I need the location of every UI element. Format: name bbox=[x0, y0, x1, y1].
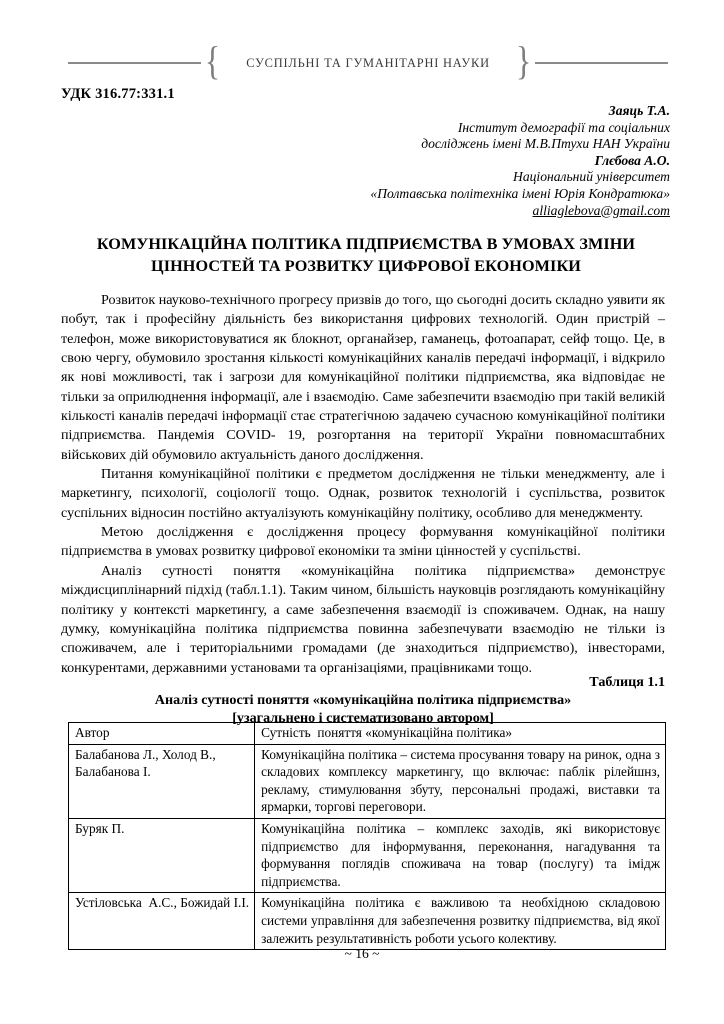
table-header-row bbox=[69, 723, 666, 745]
paragraph-3: Метою дослідження є дослідження процесу формування комунікаційної політики підприємства в умовах розвитку цифрової економіки та зміни цінностей у суспільстві. bbox=[61, 524, 665, 560]
brace-right-icon: } bbox=[515, 38, 532, 83]
paragraph-4: Аналіз сутності поняття «комунікаційна політика підприємства» демонструє міждисциплінарний підхід (табл.1.1). Таким чином, більшість науковців розглядають комунікаційну політику у контексті маркетингу, а саме забезпечення взаємодії із споживачем. Однак, на нашу думку, комунікаційна політика підприємства повинна забезпечувати взаємодію не тільки із споживачем, але і територіальними громадами (де знаходиться підприємство), інвесторами, конкурентами, державними установами та організаціями, працівниками тощо. bbox=[61, 562, 665, 676]
author-email[interactable]: alliaglebova@gmail.com bbox=[532, 202, 670, 218]
author-1-name: Заяць Т.А. bbox=[608, 103, 670, 118]
author-1-affiliation-line-2: досліджень імені М.В.Птухи НАН України bbox=[421, 136, 670, 152]
table-cell-essence: Комунікаційна політика – система просування товару на ринок, одна з складових комплексу маркетингу, що включає: паблік рілейшнз, рекламу, стимулювання збуту, персональні продажі, виставки та ярмарки, торгові переговори. bbox=[255, 744, 666, 818]
table-row bbox=[69, 818, 666, 892]
table-number-label: Таблиця 1.1 bbox=[589, 674, 665, 690]
table-cell-essence: Комунікаційна політика – комплекс заходів, які використовує підприємство для інформування, переконання, нагадування та формування поглядів споживача на товар (послугу) та імідж підприємства. bbox=[255, 818, 666, 892]
analysis-table bbox=[68, 722, 666, 950]
table-row bbox=[69, 893, 666, 950]
udc-code: УДК 316.77:331.1 bbox=[61, 86, 175, 102]
brace-left-icon: { bbox=[204, 38, 221, 83]
table-header-essence: Сутність поняття «комунікаційна політика» bbox=[255, 723, 666, 745]
table-cell-author: Устіловська А.С., Божидай І.І. bbox=[69, 893, 255, 950]
author-2-affiliation-line-1: Національний університет bbox=[513, 169, 670, 185]
article-body bbox=[61, 291, 665, 678]
paragraph-1: Розвиток науково-технічного прогресу призвів до того, що сьогодні досить складно уявити як побут, так і професійну діяльність без використання цифрових технологій. Один пристрій – телефон, може використовуватися як блокнот, органайзер, гаманець, фотоапарат, сейф тощо. Це, в свою чергу, обумовило зростання кількості комунікаційних каналів передачі інформації, і відкрило як нові можливості, так і загрози для комунікаційної політики підприємства, яка відповідає не тільки за оприлюднення інформації, але і взаємодію. Саме забезпечити взаємодію при такій великій кількості каналів передачі інформації стає стратегічною задачею сучасною комунікаційної політики підприємства. Пандемія COVID- 19, розгортання на території України повномасштабних військових дій обумовило актуальність даного дослідження. bbox=[61, 292, 665, 463]
table-caption-line-1: Аналіз сутності поняття «комунікаційна політика підприємства» bbox=[154, 692, 572, 708]
running-head-text: СУСПІЛЬНІ ТА ГУМАНІТАРНІ НАУКИ bbox=[246, 55, 490, 70]
author-2-affiliation-line-2: «Полтавська політехніка імені Юрія Кондратюка» bbox=[370, 185, 670, 201]
table-cell-essence: Комунікаційна політика є важливою та необхідною складовою системи управління для забезпечення розвитку підприємства, від якої залежить результативність роботи усього колективу. bbox=[255, 893, 666, 950]
running-head-rule-right bbox=[535, 62, 668, 64]
authors-block bbox=[370, 103, 670, 219]
page-number: ~ 16 ~ bbox=[344, 946, 380, 961]
running-head bbox=[68, 38, 668, 83]
table-cell-author: Буряк П. bbox=[69, 818, 255, 892]
running-head-rule-left bbox=[68, 62, 201, 64]
author-2-name: Глєбова А.О. bbox=[594, 152, 670, 168]
table-row bbox=[69, 744, 666, 818]
author-1-affiliation-line-1: Інститут демографії та соціальних bbox=[457, 119, 670, 135]
article-title: КОМУНІКАЦІЙНА ПОЛІТИКА ПІДПРИЄМСТВА В УМОВАХ ЗМІНИ ЦІННОСТЕЙ ТА РОЗВИТКУ ЦИФРОВОЇ ЕКОНОМІКИ bbox=[96, 235, 636, 275]
table-caption-line-2: [узагальнено і систематизовано автором] bbox=[232, 709, 494, 726]
table-cell-author: Балабанова Л., Холод В., Балабанова І. bbox=[69, 744, 255, 818]
paragraph-2: Питання комунікаційної політики є предметом дослідження не тільки менеджменту, але і маркетингу, психології, соціології тощо. Однак, розвиток технологій і суспільства, розвиток суспільних відносин постійно актуалізують комунікаційну політику, особливо для менеджменту. bbox=[61, 466, 665, 521]
table-header-author: Автор bbox=[69, 723, 255, 745]
